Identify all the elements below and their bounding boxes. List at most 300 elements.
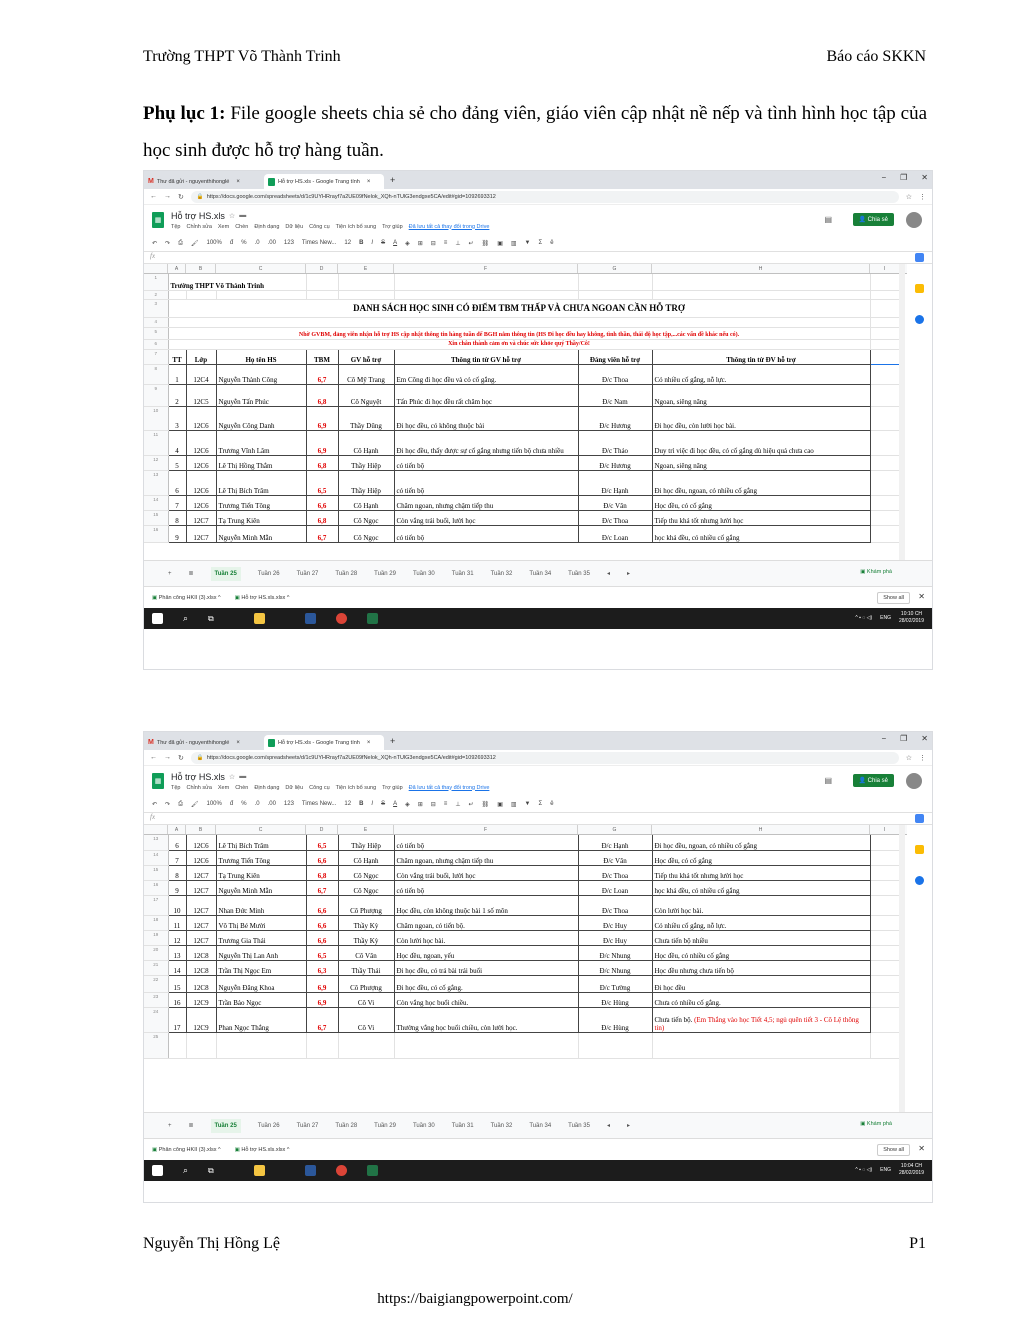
column-header[interactable]: F bbox=[394, 825, 578, 834]
cell-tbm[interactable] bbox=[306, 430, 338, 455]
tasks-icon[interactable] bbox=[915, 315, 924, 324]
star-icon[interactable]: ☆ bbox=[905, 754, 912, 762]
empty-cell[interactable] bbox=[870, 915, 900, 930]
cell-tt[interactable] bbox=[168, 865, 186, 880]
cell-party-member[interactable] bbox=[578, 384, 652, 406]
cell-party-member[interactable] bbox=[578, 930, 652, 945]
all-sheets-icon[interactable]: ≣ bbox=[188, 571, 194, 577]
cell-party-info[interactable] bbox=[652, 470, 870, 495]
cell-teacher[interactable] bbox=[338, 525, 394, 542]
cell-student-name[interactable] bbox=[216, 915, 306, 930]
menu-help[interactable]: Trợ giúp bbox=[382, 784, 403, 791]
url-field[interactable]: 🔒 https://docs.google.com/spreadsheets/d/1c9UYHRrayf7a2UE09fNelok_XQh-nTUlG3endgxe5CA/edit#gid=1092693312 bbox=[191, 752, 899, 764]
header-cell[interactable]: TT bbox=[168, 349, 186, 364]
menu-view[interactable]: Xem bbox=[217, 223, 230, 230]
save-status[interactable]: Đã lưu tất cả thay đổi trong Drive bbox=[408, 223, 490, 230]
keep-icon[interactable] bbox=[915, 284, 924, 293]
cell-teacher-info[interactable] bbox=[394, 945, 578, 960]
cell-teacher[interactable] bbox=[338, 992, 394, 1007]
cell-tbm[interactable] bbox=[306, 470, 338, 495]
cell-tbm[interactable] bbox=[306, 364, 338, 384]
menu-file[interactable]: Tệp bbox=[171, 784, 181, 791]
menu-format[interactable]: Định dạng bbox=[254, 784, 280, 791]
empty-cell[interactable] bbox=[870, 384, 900, 406]
comment-icon[interactable]: ▤ bbox=[824, 776, 832, 785]
tasks-icon[interactable] bbox=[915, 876, 924, 885]
minimize-icon[interactable]: − bbox=[881, 173, 887, 182]
empty-cell[interactable] bbox=[870, 364, 900, 384]
empty-cell[interactable] bbox=[870, 975, 900, 992]
star-icon[interactable]: ☆ bbox=[905, 193, 912, 201]
number-format[interactable]: 123 bbox=[283, 240, 294, 246]
cell-class[interactable] bbox=[186, 975, 216, 992]
cell-teacher-info[interactable] bbox=[394, 992, 578, 1007]
header-cell[interactable]: GV hỗ trợ bbox=[338, 349, 394, 364]
calendar-icon[interactable] bbox=[915, 814, 924, 823]
close-icon[interactable]: × bbox=[236, 178, 240, 185]
cell-party-info[interactable] bbox=[652, 850, 870, 865]
cell-party-member[interactable] bbox=[578, 510, 652, 525]
tray-icons[interactable]: ^ ▪ ◌ ◁) bbox=[855, 614, 873, 621]
cell-student-name[interactable] bbox=[216, 895, 306, 915]
currency-button[interactable]: đ bbox=[229, 801, 234, 807]
keep-icon[interactable] bbox=[915, 845, 924, 854]
scroll-right-icon[interactable]: ▸ bbox=[626, 571, 630, 577]
close-icon[interactable]: × bbox=[366, 739, 371, 746]
percent-button[interactable]: % bbox=[241, 801, 247, 807]
sheet-tab[interactable]: Tuần 30 bbox=[412, 570, 435, 577]
cell-student-name[interactable] bbox=[216, 455, 306, 470]
cell-party-member[interactable] bbox=[578, 850, 652, 865]
search-icon[interactable]: ⌕ bbox=[183, 613, 189, 623]
cell-teacher-info[interactable] bbox=[394, 495, 578, 510]
font-select[interactable]: Times New... bbox=[301, 240, 337, 246]
formula-bar[interactable]: fx bbox=[144, 813, 932, 825]
add-sheet-icon[interactable]: + bbox=[168, 570, 172, 577]
empty-cell[interactable] bbox=[870, 495, 900, 510]
empty-cell[interactable] bbox=[870, 850, 900, 865]
explore-button[interactable]: ▣ Khám phá bbox=[860, 569, 892, 575]
cell-party-member[interactable] bbox=[578, 960, 652, 975]
close-window-icon[interactable]: ✕ bbox=[921, 173, 928, 182]
search-icon[interactable]: ⌕ bbox=[183, 1165, 189, 1175]
reload-icon[interactable]: ↻ bbox=[178, 754, 184, 762]
share-button[interactable]: 👤 Chia sẻ bbox=[853, 213, 895, 226]
cell-tt[interactable] bbox=[168, 945, 186, 960]
cell-tbm[interactable] bbox=[306, 850, 338, 865]
cell-tbm[interactable] bbox=[306, 880, 338, 895]
cell-teacher-info[interactable] bbox=[394, 975, 578, 992]
cell-class[interactable] bbox=[186, 1007, 216, 1032]
empty-cell[interactable] bbox=[870, 895, 900, 915]
cell-teacher-info[interactable] bbox=[394, 364, 578, 384]
cell-teacher-info[interactable] bbox=[394, 850, 578, 865]
cell-party-member[interactable] bbox=[578, 406, 652, 430]
align-icon[interactable]: ≡ bbox=[443, 801, 448, 807]
cell-party-member[interactable] bbox=[578, 364, 652, 384]
cell-party-info[interactable] bbox=[652, 930, 870, 945]
header-cell[interactable]: Lớp bbox=[186, 349, 216, 364]
column-header[interactable]: E bbox=[338, 825, 394, 834]
cell-tt[interactable] bbox=[168, 960, 186, 975]
column-header[interactable]: D bbox=[306, 825, 338, 834]
cell-class[interactable] bbox=[186, 895, 216, 915]
empty-cell[interactable] bbox=[870, 1007, 900, 1032]
cell-teacher-info[interactable] bbox=[394, 430, 578, 455]
cell-student-name[interactable] bbox=[216, 975, 306, 992]
cell-class[interactable] bbox=[186, 930, 216, 945]
sheet-note-1[interactable]: Nhờ GVBM, đảng viên nhận hỗ trợ HS cập nhật thông tin hàng tuần để BGH nắm thông tin (HS Đi học đều hay không, tình thần, thái độ học tập,...các vấn đề khác nếu có). bbox=[168, 327, 870, 339]
cell-party-member[interactable] bbox=[578, 455, 652, 470]
cell-teacher-info[interactable] bbox=[394, 470, 578, 495]
cell-party-member[interactable] bbox=[578, 895, 652, 915]
formula-bar[interactable]: fx bbox=[144, 252, 932, 264]
column-header[interactable]: H bbox=[652, 825, 870, 834]
menu-data[interactable]: Dữ liệu bbox=[285, 784, 304, 791]
text-color-button[interactable]: A bbox=[393, 801, 398, 807]
column-header[interactable]: C bbox=[216, 264, 306, 273]
cell-student-name[interactable] bbox=[216, 510, 306, 525]
menu-help[interactable]: Trợ giúp bbox=[382, 223, 403, 230]
column-header[interactable]: C bbox=[216, 825, 306, 834]
header-cell[interactable]: Thông tin từ GV hỗ trợ bbox=[394, 349, 578, 364]
chrome-icon[interactable] bbox=[336, 1165, 347, 1176]
sheet-tab[interactable]: Tuần 35 bbox=[568, 1122, 590, 1129]
cell-class[interactable] bbox=[186, 510, 216, 525]
cell-teacher-info[interactable] bbox=[394, 895, 578, 915]
sheet-tab[interactable]: Tuần 25 bbox=[211, 1119, 241, 1133]
menu-data[interactable]: Dữ liệu bbox=[285, 223, 304, 230]
cell-class[interactable] bbox=[186, 470, 216, 495]
cell-tt[interactable] bbox=[168, 470, 186, 495]
cell-tt[interactable] bbox=[168, 430, 186, 455]
cell-class[interactable] bbox=[186, 880, 216, 895]
sheet-tab[interactable]: Tuần 28 bbox=[335, 570, 358, 577]
cell-teacher[interactable] bbox=[338, 384, 394, 406]
word-icon[interactable] bbox=[305, 1165, 316, 1176]
menu-insert[interactable]: Chèn bbox=[235, 784, 249, 791]
decrease-decimal[interactable]: .0 bbox=[254, 801, 260, 807]
cell-party-member[interactable] bbox=[578, 1007, 652, 1032]
header-cell[interactable]: TBM bbox=[306, 349, 338, 364]
cell-class[interactable] bbox=[186, 406, 216, 430]
cell-tt[interactable] bbox=[168, 895, 186, 915]
cell-tt[interactable] bbox=[168, 850, 186, 865]
cell-party-member[interactable] bbox=[578, 865, 652, 880]
cell-student-name[interactable] bbox=[216, 1007, 306, 1032]
font-size[interactable]: 12 bbox=[344, 240, 352, 246]
download-item[interactable]: ▣ Hỗ trợ HS.xls.xlsx ^ bbox=[234, 1146, 290, 1153]
cell-party-info[interactable] bbox=[652, 895, 870, 915]
cell-party-member[interactable] bbox=[578, 495, 652, 510]
font-size[interactable]: 12 bbox=[344, 801, 352, 807]
close-window-icon[interactable]: ✕ bbox=[921, 734, 928, 743]
empty-cell[interactable] bbox=[870, 992, 900, 1007]
cell-party-info[interactable] bbox=[652, 960, 870, 975]
zoom-select[interactable]: 100% bbox=[206, 801, 222, 807]
menu-edit[interactable]: Chỉnh sửa bbox=[186, 784, 212, 791]
cell-teacher[interactable] bbox=[338, 495, 394, 510]
cell-class[interactable] bbox=[186, 525, 216, 542]
vertical-scrollbar[interactable] bbox=[899, 825, 905, 1112]
menu-edit[interactable]: Chỉnh sửa bbox=[186, 223, 212, 230]
scroll-right-icon[interactable]: ▸ bbox=[626, 1123, 630, 1129]
cell-class[interactable] bbox=[186, 915, 216, 930]
cell-tbm[interactable] bbox=[306, 455, 338, 470]
share-button[interactable]: 👤 Chia sẻ bbox=[853, 774, 895, 787]
menu-file[interactable]: Tệp bbox=[171, 223, 181, 230]
paint-format-icon[interactable]: 🖌 bbox=[190, 801, 199, 808]
tray-icons[interactable]: ^ ▪ ◌ ◁) bbox=[855, 1166, 873, 1173]
cell-student-name[interactable] bbox=[216, 384, 306, 406]
function-icon[interactable]: Σ bbox=[538, 240, 543, 246]
download-item[interactable]: ▣ Phân công HKII (3).xlsx ^ bbox=[152, 594, 221, 601]
cell-tbm[interactable] bbox=[306, 930, 338, 945]
cell-tt[interactable] bbox=[168, 364, 186, 384]
italic-button[interactable]: I bbox=[371, 240, 374, 246]
close-icon[interactable]: × bbox=[236, 739, 240, 746]
comment-add-icon[interactable]: ▣ bbox=[497, 240, 503, 247]
cell-class[interactable] bbox=[186, 945, 216, 960]
cell-class[interactable] bbox=[186, 430, 216, 455]
cell-teacher[interactable] bbox=[338, 930, 394, 945]
cell-tt[interactable] bbox=[168, 975, 186, 992]
decrease-decimal[interactable]: .0 bbox=[254, 240, 260, 246]
cell-tt[interactable] bbox=[168, 915, 186, 930]
new-tab-button[interactable]: + bbox=[390, 736, 396, 746]
header-cell[interactable]: Họ tên HS bbox=[216, 349, 306, 364]
header-cell[interactable]: Đảng viên hỗ trợ bbox=[578, 349, 652, 364]
column-header[interactable]: I bbox=[870, 264, 900, 273]
menu-format[interactable]: Định dạng bbox=[254, 223, 280, 230]
cell-teacher[interactable] bbox=[338, 975, 394, 992]
cell-student-name[interactable] bbox=[216, 470, 306, 495]
column-header[interactable]: F bbox=[394, 264, 578, 273]
close-icon[interactable]: ✕ bbox=[918, 592, 925, 601]
column-header[interactable]: E bbox=[338, 264, 394, 273]
cell-class[interactable] bbox=[186, 850, 216, 865]
menu-dots-icon[interactable]: ⋮ bbox=[919, 754, 926, 762]
cell-tbm[interactable] bbox=[306, 384, 338, 406]
cell-tbm[interactable] bbox=[306, 865, 338, 880]
cell-teacher[interactable] bbox=[338, 510, 394, 525]
sheet-tab[interactable]: Tuần 27 bbox=[296, 570, 319, 577]
cell-student-name[interactable] bbox=[216, 880, 306, 895]
cell-tt[interactable] bbox=[168, 406, 186, 430]
cell-teacher-info[interactable] bbox=[394, 930, 578, 945]
increase-decimal[interactable]: .00 bbox=[267, 240, 276, 246]
school-cell[interactable]: Trường THPT Võ Thành Trinh bbox=[168, 274, 306, 290]
cell-party-info[interactable] bbox=[652, 430, 870, 455]
cell-tbm[interactable] bbox=[306, 945, 338, 960]
column-header[interactable]: G bbox=[578, 264, 652, 273]
cell-party-member[interactable] bbox=[578, 992, 652, 1007]
cell-tbm[interactable] bbox=[306, 992, 338, 1007]
empty-cell[interactable] bbox=[870, 930, 900, 945]
cell-party-info[interactable] bbox=[652, 835, 870, 850]
cell-party-info[interactable] bbox=[652, 880, 870, 895]
menu-addons[interactable]: Tiện ích bổ sung bbox=[335, 784, 377, 791]
cell-class[interactable] bbox=[186, 455, 216, 470]
column-header[interactable]: A bbox=[168, 825, 186, 834]
cell-tbm[interactable] bbox=[306, 510, 338, 525]
cell-teacher-info[interactable] bbox=[394, 1007, 578, 1032]
function-icon[interactable]: Σ bbox=[538, 801, 543, 807]
excel-icon[interactable] bbox=[367, 1165, 378, 1176]
sheet-title[interactable]: DANH SÁCH HỌC SINH CÓ ĐIỂM TBM THẤP VÀ CHƯA NGOAN CẦN HỖ TRỢ bbox=[168, 299, 870, 317]
empty-cell[interactable] bbox=[870, 960, 900, 975]
print-icon[interactable]: ⎙ bbox=[178, 800, 183, 807]
cell-class[interactable] bbox=[186, 960, 216, 975]
cell-teacher[interactable] bbox=[338, 406, 394, 430]
paint-format-icon[interactable]: 🖌 bbox=[190, 240, 199, 247]
language-indicator[interactable]: ENG bbox=[880, 1166, 891, 1173]
fill-color-icon[interactable]: ◈ bbox=[405, 240, 410, 247]
borders-icon[interactable]: ⊞ bbox=[417, 801, 423, 808]
avatar[interactable] bbox=[906, 773, 922, 789]
browser-tab-sheets[interactable]: Hỗ trợ HS.xls - Google Trang tính × bbox=[264, 735, 384, 750]
close-icon[interactable]: ✕ bbox=[918, 1144, 925, 1153]
cell-teacher[interactable] bbox=[338, 470, 394, 495]
redo-icon[interactable]: ↷ bbox=[165, 801, 171, 808]
cell-teacher[interactable] bbox=[338, 850, 394, 865]
zoom-select[interactable]: 100% bbox=[206, 240, 222, 246]
windows-start-icon[interactable] bbox=[152, 1165, 163, 1176]
input-tools-icon[interactable]: ê bbox=[550, 801, 554, 807]
undo-icon[interactable]: ↶ bbox=[152, 240, 158, 247]
link-icon[interactable]: ⛓ bbox=[481, 240, 490, 247]
cell-student-name[interactable] bbox=[216, 960, 306, 975]
show-all-button[interactable]: Show all bbox=[877, 592, 910, 604]
column-header[interactable]: H bbox=[652, 264, 870, 273]
cell-teacher[interactable] bbox=[338, 430, 394, 455]
cell-class[interactable] bbox=[186, 865, 216, 880]
cell-class[interactable] bbox=[186, 495, 216, 510]
comment-icon[interactable]: ▤ bbox=[824, 215, 832, 224]
cell-teacher-info[interactable] bbox=[394, 915, 578, 930]
cell-teacher[interactable] bbox=[338, 945, 394, 960]
save-status[interactable]: Đã lưu tất cả thay đổi trong Drive bbox=[408, 784, 490, 791]
empty-cell[interactable] bbox=[870, 835, 900, 850]
menu-tools[interactable]: Công cụ bbox=[309, 223, 330, 230]
column-header[interactable]: B bbox=[186, 264, 216, 273]
valign-icon[interactable]: ⊥ bbox=[455, 801, 461, 808]
valign-icon[interactable]: ⊥ bbox=[455, 240, 461, 247]
cell-tt[interactable] bbox=[168, 525, 186, 542]
cell-party-info[interactable] bbox=[652, 455, 870, 470]
cell-tt[interactable] bbox=[168, 455, 186, 470]
empty-cell[interactable] bbox=[870, 455, 900, 470]
column-header[interactable]: G bbox=[578, 825, 652, 834]
cell-party-info[interactable] bbox=[652, 510, 870, 525]
cell-party-member[interactable] bbox=[578, 525, 652, 542]
language-indicator[interactable]: ENG bbox=[880, 614, 891, 621]
cell-teacher-info[interactable] bbox=[394, 835, 578, 850]
wrap-icon[interactable]: ↵ bbox=[468, 801, 474, 808]
cell-party-member[interactable] bbox=[578, 880, 652, 895]
cell-teacher[interactable] bbox=[338, 960, 394, 975]
avatar[interactable] bbox=[906, 212, 922, 228]
currency-button[interactable]: đ bbox=[229, 240, 234, 246]
cell-teacher[interactable] bbox=[338, 364, 394, 384]
browser-tab-sheets[interactable]: Hỗ trợ HS.xls - Google Trang tính × bbox=[264, 174, 384, 189]
menu-addons[interactable]: Tiện ích bổ sung bbox=[335, 223, 377, 230]
cell-party-member[interactable] bbox=[578, 470, 652, 495]
cell-tbm[interactable] bbox=[306, 835, 338, 850]
back-icon[interactable]: ← bbox=[150, 754, 157, 761]
source-url[interactable]: https://baigiangpowerpoint.com/ bbox=[377, 1291, 573, 1307]
sheet-tab[interactable]: Tuần 26 bbox=[257, 1122, 280, 1129]
cell-student-name[interactable] bbox=[216, 364, 306, 384]
cell-tbm[interactable] bbox=[306, 975, 338, 992]
download-item[interactable]: ▣ Phân công HKII (3).xlsx ^ bbox=[152, 1146, 221, 1153]
input-tools-icon[interactable]: ê bbox=[550, 240, 554, 246]
cell-party-info[interactable] bbox=[652, 406, 870, 430]
cell-party-member[interactable] bbox=[578, 430, 652, 455]
cell-teacher-info[interactable] bbox=[394, 865, 578, 880]
cell-teacher[interactable] bbox=[338, 1007, 394, 1032]
cell-teacher[interactable] bbox=[338, 865, 394, 880]
chrome-icon[interactable] bbox=[336, 613, 347, 624]
cell-teacher-info[interactable] bbox=[394, 384, 578, 406]
font-select[interactable]: Times New... bbox=[301, 801, 337, 807]
cell-student-name[interactable] bbox=[216, 930, 306, 945]
undo-icon[interactable]: ↶ bbox=[152, 801, 158, 808]
italic-button[interactable]: I bbox=[371, 801, 374, 807]
cell-tbm[interactable] bbox=[306, 495, 338, 510]
maximize-icon[interactable]: ❐ bbox=[900, 734, 908, 743]
doc-title[interactable]: Hỗ trợ HS.xls bbox=[171, 210, 225, 221]
cell-student-name[interactable] bbox=[216, 992, 306, 1007]
show-all-button[interactable]: Show all bbox=[877, 1144, 910, 1156]
maximize-icon[interactable]: ❐ bbox=[900, 173, 908, 182]
sheet-tab[interactable]: Tuần 29 bbox=[374, 570, 396, 577]
text-color-button[interactable]: A bbox=[393, 240, 398, 246]
cell-tbm[interactable] bbox=[306, 960, 338, 975]
sheets-logo-icon[interactable]: ▦ bbox=[152, 212, 164, 228]
chart-icon[interactable]: ▥ bbox=[510, 240, 517, 247]
browser-tab-gmail[interactable]: M Thư đã gửi - nguyenthihonglé × bbox=[148, 178, 240, 185]
cell-tbm[interactable] bbox=[306, 895, 338, 915]
borders-icon[interactable]: ⊞ bbox=[417, 240, 423, 247]
column-header[interactable]: A bbox=[168, 264, 186, 273]
align-icon[interactable]: ≡ bbox=[443, 240, 448, 246]
cell-party-info[interactable] bbox=[652, 915, 870, 930]
explore-button[interactable]: ▣ Khám phá bbox=[860, 1121, 892, 1127]
clock[interactable]: 10:10 CH 28/02/2019 bbox=[898, 611, 924, 624]
star-icon[interactable]: ☆ bbox=[228, 773, 236, 781]
sheet-grid[interactable] bbox=[144, 825, 907, 1112]
cell-class[interactable] bbox=[186, 992, 216, 1007]
cell-teacher-info[interactable] bbox=[394, 406, 578, 430]
cell-student-name[interactable] bbox=[216, 430, 306, 455]
empty-cell[interactable] bbox=[870, 406, 900, 430]
cell-party-info[interactable] bbox=[652, 992, 870, 1007]
cell-party-info[interactable] bbox=[652, 945, 870, 960]
cell-tbm[interactable] bbox=[306, 1007, 338, 1032]
cell-student-name[interactable] bbox=[216, 945, 306, 960]
reload-icon[interactable]: ↻ bbox=[178, 193, 184, 201]
cell-teacher[interactable] bbox=[338, 835, 394, 850]
cell-class[interactable] bbox=[186, 835, 216, 850]
scroll-left-icon[interactable]: ◂ bbox=[606, 1123, 610, 1129]
cell-tt[interactable] bbox=[168, 930, 186, 945]
chart-icon[interactable]: ▥ bbox=[510, 801, 517, 808]
cell-student-name[interactable] bbox=[216, 406, 306, 430]
excel-icon[interactable] bbox=[367, 613, 378, 624]
cell-class[interactable] bbox=[186, 384, 216, 406]
sheets-logo-icon[interactable]: ▦ bbox=[152, 773, 164, 789]
